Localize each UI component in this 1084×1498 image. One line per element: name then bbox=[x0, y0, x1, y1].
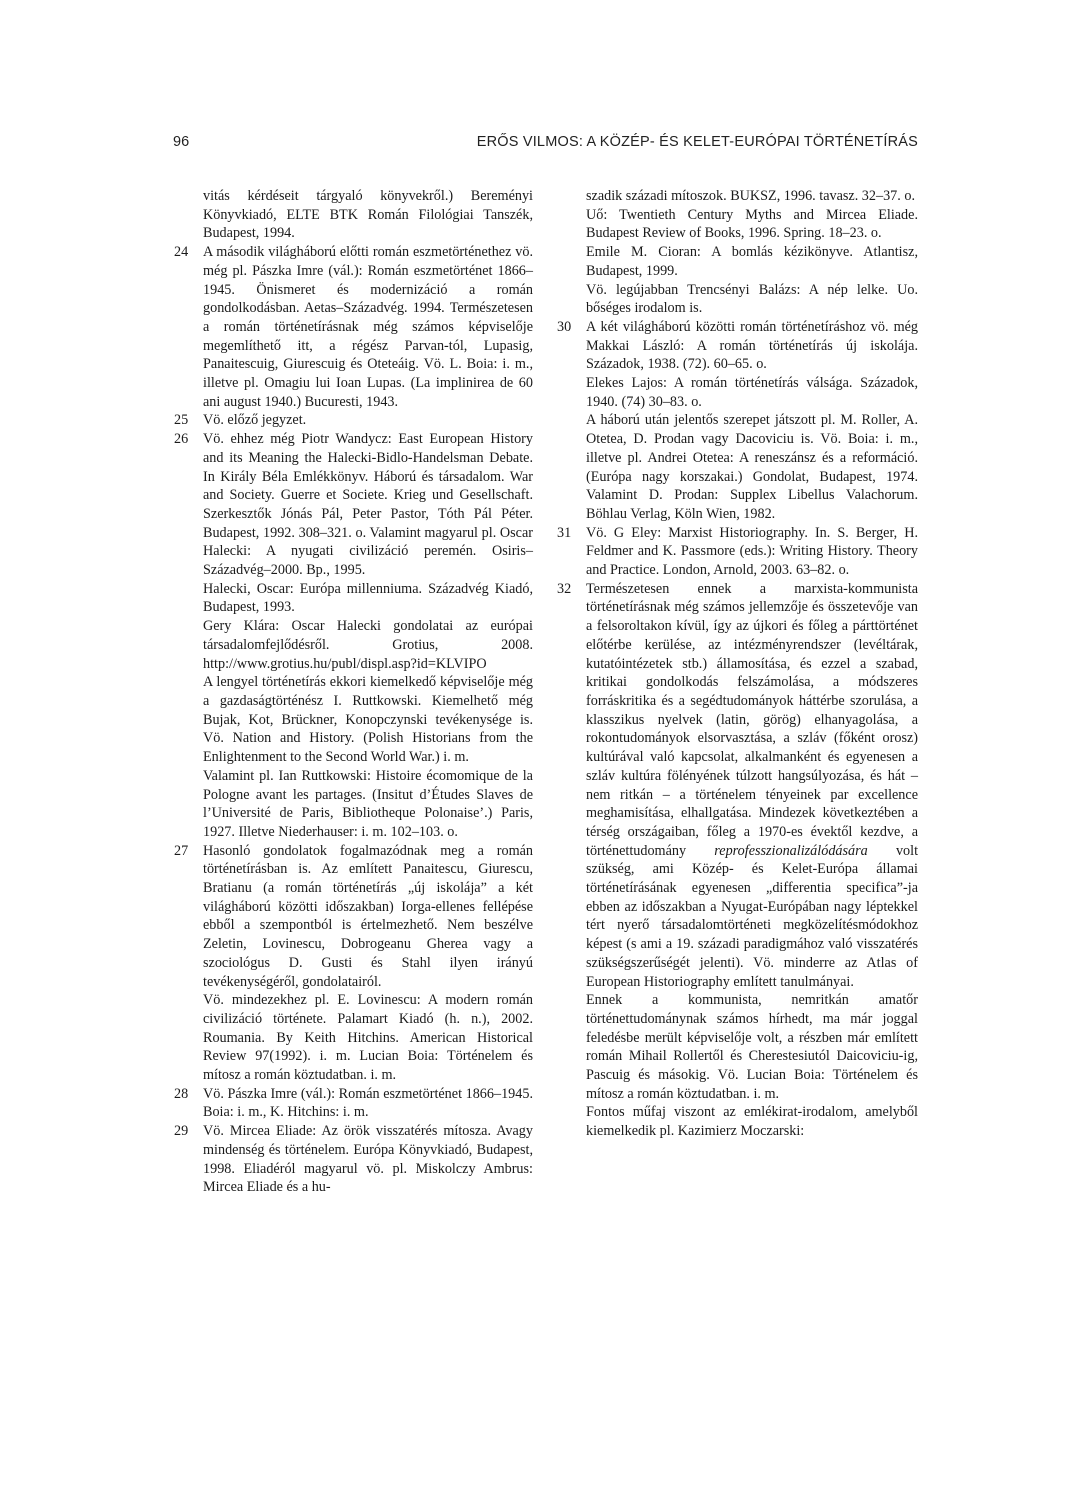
footnote-25 bbox=[174, 411, 533, 430]
footnote-paragraph: Vö. ehhez még Piotr Wandycz: East European History and its Meaning the Halecki-Bidlo-Handelsman Debate. In Király Béla Emlékkönyv. Háború és társadalom. War and Society. Guerre et Societe. Krieg und Gesellschaft. Szerkesztők Jónás Pál, Peter Pastor, Tóth Pál Péter. Budapest, 1992. 308–321. o. Valamint magyarul pl. Oscar Halecki: A nyugati civilizáció peremén. Osiris–Századvég–2000. Bp., 1995. bbox=[203, 431, 533, 579]
footnote-paragraph: Vö. G Eley: Marxist Historiography. In. S. Berger, H. Feldmer and K. Passmore (eds.): Writing History. Theory and Practice. London, Arnold, 2003. 63–82. o. bbox=[586, 524, 918, 579]
footnote-26 bbox=[174, 430, 533, 841]
footnote-paragraph: szadik századi mítoszok. BUKSZ, 1996. tavasz. 32–37. o. bbox=[586, 188, 916, 204]
footnote-number: 32 bbox=[557, 580, 572, 597]
text-run: Természetesen ennek a marxista-kommunista történetírásnak még számos jellemzője és összetevője van a felsoroltakon kívül, így az újkori és főleg a párttörténet előtérbe kerülése, az intézményrendszer (levéltárak, kutatóintézetek stb.) államosítása, és ezzel a szabad, kritikai gondolkodás felszámolása, a módszeres forráskritika és a segédtudományok háttérbe szorulása, a klasszikus nyelvek (latin, görög) elhanyagolása, a rokontudományok elsorvasztása, a szláv (főként orosz) kultúrával való kapcsolat, alkalmanként és egyenesen a szláv kultúra fölényének túlzott hangsúlyozása, és hát – nem ritkán – a történelem tényeinek par excellence meghamisítása, elhallgatása. Mindezek következtében a térség országaiban, főleg a 1970-es évektől kezdve, a történettudomány bbox=[586, 580, 918, 859]
footnote-paragraph: Gery Klára: Oscar Halecki gondolatai az európai társadalomfejlődésről. Grotius, 2008. http://www.grotius.hu/publ/displ.asp?id=KLVIPO bbox=[203, 618, 533, 672]
emphasized-term: reprofesszionalizálódására bbox=[714, 842, 868, 859]
footnote-31 bbox=[557, 524, 918, 580]
footnote-paragraph: Halecki, Oscar: Európa millenniuma. Századvég Kiadó, Budapest, 1993. bbox=[203, 580, 533, 616]
right-column bbox=[557, 187, 918, 1141]
footnote-paragraph: A két világháború közötti román történetíráshoz vö. még Makkai László: A román történetírás új iskolája. Századok, 1938. (72). 60–65. o. bbox=[586, 318, 918, 373]
footnote-paragraph: Uő: Twentieth Century Myths and Mircea Eliade. Budapest Review of Books, 1996. Spring. 18–23. o. bbox=[586, 206, 918, 242]
footnote-paragraph: vitás kérdéseit tárgyaló könyvekről.) Bereményi Könyvkiadó, ELTE BTK Román Filológiai Tanszék, Budapest, 1994. bbox=[203, 188, 533, 242]
footnote-paragraph: A háború után jelentős szerepet játszott pl. M. Roller, A. Otetea, D. Prodan vagy Dacoviciu is. Vö. Boia: i. m., illetve pl. Andrei Otetea: A reneszánsz és a reformáció. (Európa nagy korszakai.) Gondolat, Budapest, 1974. Valamint D. Prodan: Supplex Libellus Valachorum. Böhlau Verlag, Köln Wien, 1982. bbox=[586, 412, 918, 522]
footnote-paragraph: Elekes Lajos: A román történetírás válsága. Századok, 1940. (74) 30–83. o. bbox=[586, 375, 918, 410]
footnote-paragraph: Hasonló gondolatok fogalmazódnak meg a román történetírásban is. Az említett Panaitescu, Giurescu, Bratianu (a román történetírás „új iskolája” a két világháború közötti időszakban) Iorga-ellenes fellépése ebből a szempontból is értelmezhető. Nem beszélve Zeletin, Lovinescu, Dobrogeanu Gherea vagy a szociológus D. Gusti és Stahl ilyen irányú tevékenységéről, gondolatairól. bbox=[203, 842, 533, 990]
footnote-32 bbox=[557, 580, 918, 1141]
footnote-continuation bbox=[557, 187, 918, 318]
footnote-number: 28 bbox=[174, 1085, 189, 1102]
footnote-paragraph: Fontos műfaj viszont az emlékirat-irodalom, amelyből kiemelkedik pl. Kazimierz Moczarski: bbox=[586, 1104, 918, 1140]
footnote-number: 24 bbox=[174, 244, 189, 261]
running-header bbox=[173, 134, 918, 156]
left-column bbox=[174, 187, 533, 1197]
footnote-paragraph bbox=[586, 580, 918, 991]
footnote-number: 31 bbox=[557, 524, 572, 541]
footnote-number: 30 bbox=[557, 318, 572, 335]
footnote-paragraph: A második világháború előtti román eszmetörténethez vö. még pl. Pászka Imre (vál.): Román eszmetörténet 1866–1945. Önismeret és modernizáció a román gondolkodásban. Aetas–Századvég. 1994. Természetesen a román történetírásnak még számos képviselője megemlíthető itt, a régész Parvan-tól, Lupasig, Panaitescuig, Giurescuig és Oteteáig. Vö. L. Boia: i. m., illetve pl. Omagiu lui Ioan Lupas. (La implinirea de 60 ani august 1940.) Bucuresti, 1943. bbox=[203, 244, 533, 410]
footnote-paragraph: Emile M. Cioran: A bomlás kézikönyve. Atlantisz, Budapest, 1999. bbox=[586, 244, 918, 279]
footnote-28 bbox=[174, 1085, 533, 1122]
footnote-number: 29 bbox=[174, 1123, 189, 1140]
footnote-paragraph: Vö. Pászka Imre (vál.): Román eszmetörténet 1866–1945. Boia: i. m., K. Hitchins: i. m. bbox=[203, 1085, 533, 1121]
running-title: ERŐS VILMOS: A KÖZÉP- ÉS KELET-EURÓPAI TÖRTÉNETÍRÁS bbox=[476, 134, 918, 150]
footnote-number: 25 bbox=[174, 412, 189, 429]
footnote-paragraph: Vö. legújabban Trencsényi Balázs: A nép lelke. Uo. bőséges irodalom is. bbox=[586, 281, 918, 317]
footnote-27 bbox=[174, 842, 533, 1085]
footnote-29 bbox=[174, 1122, 533, 1197]
footnote-number: 27 bbox=[174, 842, 189, 859]
footnote-24 bbox=[174, 243, 533, 411]
page-number: 96 bbox=[173, 134, 190, 150]
footnote-paragraph: Vö. előző jegyzet. bbox=[203, 412, 307, 429]
footnote-paragraph: Ennek a kommunista, nemritkán amatőr történettudománynak számos hírhedt, ma már joggal feledésbe merült képviselője volt, a részben már említett román Mihail Rollertől és Cherestesiutól Daicoviciu-ig, Pascuig és másokig. Vö. Lucian Boia: Történelem és mítosz a román köztudatban. i. m. bbox=[586, 992, 918, 1102]
footnote-paragraph: Valamint pl. Ian Ruttkowski: Histoire écomomique de la Pologne avant les partages. (Insitut d’Études Slaves de l’Université de Paris, Bibliotheque Polonaise’.) Paris, 1927. Illetve Niederhauser: i. m. 102–103. o. bbox=[203, 767, 533, 840]
footnote-number: 26 bbox=[174, 431, 189, 448]
footnote-continuation bbox=[174, 187, 533, 243]
text-run: volt szükség, ami Közép- és Kelet-Európa államai történetírásának egyenesen „differentia specifica”-ja ebben az időszakban a Nyugat-Európában nagy léptekkel tért nyerő társadalomtörténeti megközelítésmódokhoz képest (s ami a 19. századi paradigmához való visszatérés szükségszerűségét jelenti). Vö. minderre az Atlas of European Historiography említett tanulmányai. bbox=[586, 842, 919, 990]
footnote-30 bbox=[557, 318, 918, 524]
footnote-paragraph: Vö. Mircea Eliade: Az örök visszatérés mítosza. Avagy mindenség és történelem. Európa Könyvkiadó, Budapest, 1998. Eliadéról magyarul vö. pl. Miskolczy Ambrus: Mircea Eliade és a hu- bbox=[203, 1123, 533, 1196]
footnote-paragraph: Vö. mindezekhez pl. E. Lovinescu: A modern román civilizáció története. Palamart Kiadó (h. n.), 2002. Roumania. By Keith Hitchins. American Historical Review 97(1992). i. m. Lucian Boia: Történelem és mítosz a román köztudatban. i. m. bbox=[203, 992, 533, 1084]
footnote-paragraph: A lengyel történetírás ekkori kiemelkedő képviselője még a gazdaságtörténész I. Ruttkowski. Kiemelhető még Bujak, Kot, Brückner, Konopczynski tevékenysége is. Vö. Nation and History. (Polish Historians from the Enlightenment to the Second World War.) i. m. bbox=[203, 674, 533, 766]
